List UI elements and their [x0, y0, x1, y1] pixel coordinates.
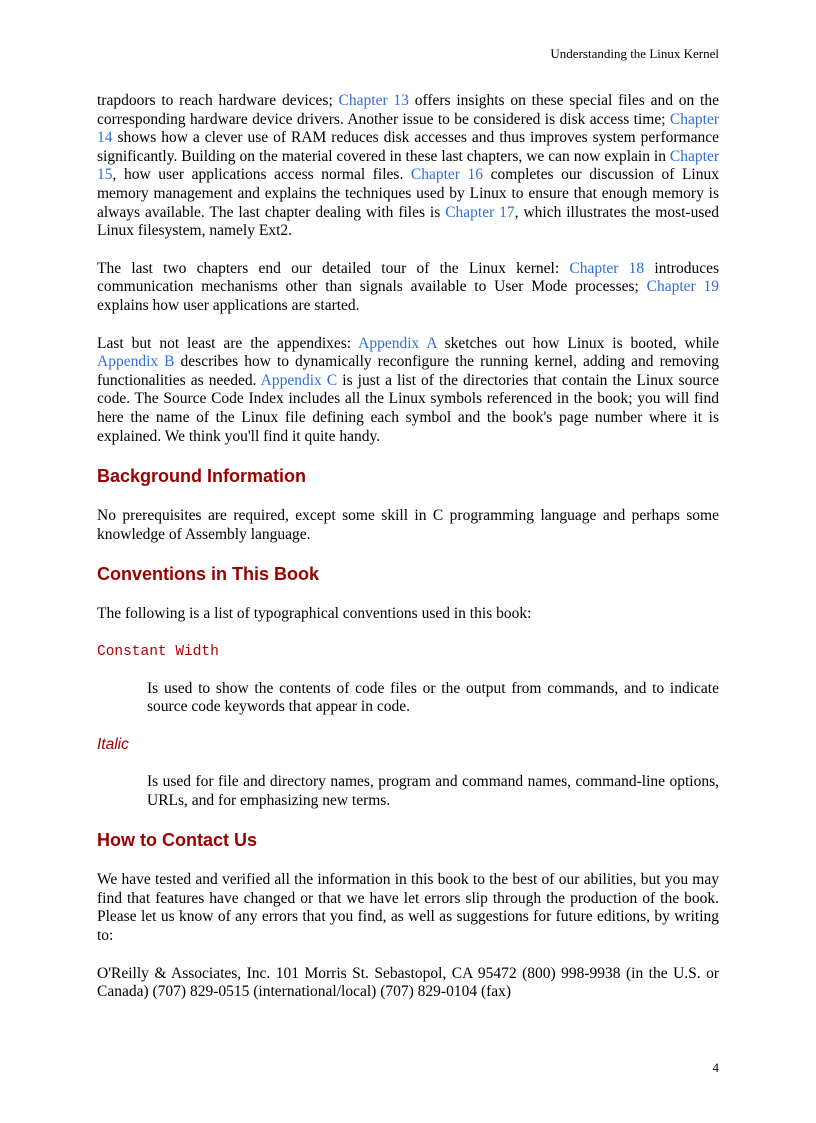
paragraph-text: is just a list of the directories that contain the Linux source code. The Source Code Index includes all the Linux symbols referenced in the book; you will find here the name of the Linux file defining each symbol and the book's page number where it is explained. We think you'll find it quite handy.: [97, 371, 719, 445]
chapter-16-link[interactable]: Chapter 16: [410, 166, 484, 184]
paragraph-text: , which illustrates the most-used Linux filesystem, namely Ext2.: [97, 203, 719, 240]
paragraph-text: sketches out how Linux is booted, while: [436, 334, 719, 352]
background-heading: Background Information: [97, 466, 307, 487]
convention-definition: Is used to show the contents of code files or the output from commands, and to indicate source code keywords that appear in code.: [147, 679, 719, 716]
chapter-14-link[interactable]: Chapter 14: [97, 110, 719, 147]
convention-term-italic: Italic: [97, 736, 129, 754]
paragraph-text: trapdoors to reach hardware devices;: [97, 92, 339, 109]
chapter-17-link[interactable]: Chapter 17: [445, 203, 515, 221]
chapter-19-link[interactable]: Chapter 19: [646, 278, 719, 296]
conventions-heading: Conventions in This Book: [97, 564, 320, 585]
paragraph-text: Last but not least are the appendixes:: [97, 334, 359, 352]
paragraph-text: explains how user applications are started.: [97, 296, 360, 314]
paragraph-text: The last two chapters end our detailed tour of the Linux kernel:: [97, 259, 570, 277]
appendix-a-link[interactable]: Appendix A: [358, 334, 437, 352]
paragraph-text: , how user applications access normal files.: [112, 166, 411, 184]
background-paragraph: No prerequisites are required, except some skill in C programming language and perhaps some knowledge of Assembly language.: [97, 507, 719, 543]
paragraph-text: describes how to dynamically reconfigure the running kernel, adding and removing functionalities as needed.: [97, 353, 719, 389]
appendix-c-link[interactable]: Appendix C: [260, 371, 338, 389]
paragraph-text: completes our discussion of Linux memory management and explains the techniques used by Linux to ensure that enough memory is always available. The last chapter dealing with files is: [97, 166, 719, 221]
contact-heading: How to Contact Us: [97, 830, 257, 851]
convention-definition: Is used for file and directory names, program and command names, command-line options, URLs, and for emphasizing new terms.: [147, 773, 719, 809]
convention-term-constant-width: Constant Width: [97, 643, 219, 660]
paragraph-text: offers insights on these special files and on the corresponding hardware device drivers. Another issue to be considered is disk access time;: [97, 92, 719, 128]
paragraph-text: introduces communication mechanisms other than signals available to User Mode processes;: [97, 259, 719, 296]
running-header: Understanding the Linux Kernel: [550, 46, 719, 61]
conventions-intro: The following is a list of typographical conventions used in this book:: [97, 605, 532, 623]
chapter-13-link[interactable]: Chapter 13: [338, 92, 409, 109]
page-number: 4: [712, 1060, 719, 1075]
paragraph-chapters-13-17: [97, 92, 719, 241]
paragraph-chapters-18-19: [97, 260, 719, 316]
page-content: [97, 92, 719, 1021]
appendix-b-link[interactable]: Appendix B: [97, 353, 175, 371]
chapter-15-link[interactable]: Chapter 15: [97, 147, 719, 184]
paragraph-text: shows how a clever use of RAM reduces disk accesses and thus improves system performance significantly. Building on the material covered in these last chapters, we can now explain in: [97, 129, 719, 165]
contact-paragraph: We have tested and verified all the information in this book to the best of our abilities, but you may find that features have changed or that we have let errors slip through the production of the book. Please let us know of any errors that you find, as well as suggestions for future editions, by writing to:: [97, 871, 719, 945]
paragraph-appendixes: [97, 335, 719, 447]
contact-address: O'Reilly & Associates, Inc. 101 Morris St. Sebastopol, CA 95472 (800) 998-9938 (in the U.S. or Canada) (707) 829-0515 (international/local) (707) 829-0104 (fax): [97, 964, 719, 1001]
chapter-18-link[interactable]: Chapter 18: [569, 259, 645, 277]
